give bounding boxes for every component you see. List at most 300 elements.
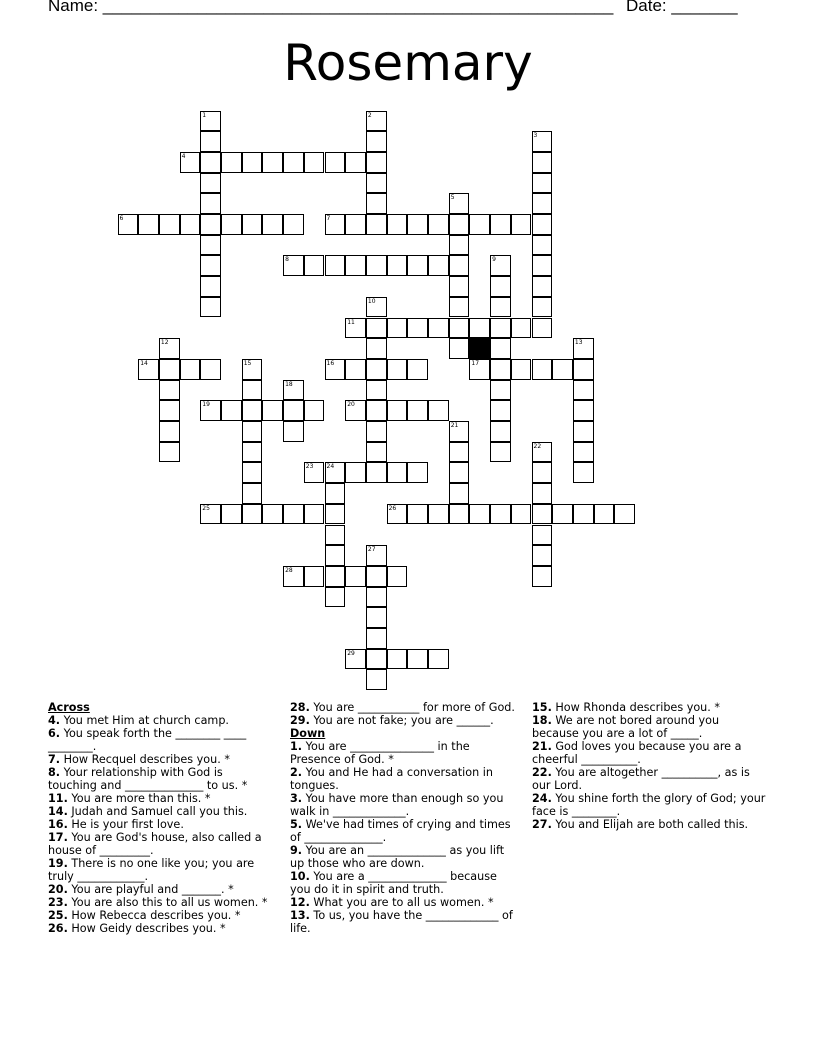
- down-clue: [290, 792, 518, 818]
- clue-number: 23.: [48, 896, 68, 909]
- clues-column-2: [290, 701, 518, 935]
- grid-cell[interactable]: [262, 214, 283, 235]
- clue-text: What you are to all us women. *: [309, 896, 494, 909]
- grid-cell[interactable]: [283, 566, 304, 587]
- clue-text: You are playful and _______. *: [67, 883, 234, 896]
- clue-number: 11.: [48, 792, 68, 805]
- down-clue: [290, 909, 518, 935]
- grid-cell[interactable]: [200, 235, 221, 256]
- grid-cell[interactable]: [490, 359, 511, 380]
- clue-number: 14.: [48, 805, 68, 818]
- clue-text: You are not fake; you are ______.: [309, 714, 494, 727]
- grid-cell[interactable]: [449, 421, 470, 442]
- grid-cell[interactable]: [387, 214, 408, 235]
- clue-number: 20.: [48, 883, 68, 896]
- grid-cell[interactable]: [490, 421, 511, 442]
- grid-cell[interactable]: [283, 421, 304, 442]
- clue-text: How Rebecca describes you. *: [67, 909, 241, 922]
- clue-text: How Geidy describes you. *: [67, 922, 226, 935]
- grid-cell[interactable]: [614, 504, 635, 525]
- clue-number: 5.: [290, 818, 303, 831]
- grid-cell[interactable]: [532, 504, 553, 525]
- clue-number: 13: [574, 339, 583, 347]
- clue-number: 8: [285, 256, 289, 264]
- grid-cell[interactable]: [573, 421, 594, 442]
- grid-cell[interactable]: [242, 152, 263, 173]
- grid-cell[interactable]: [428, 400, 449, 421]
- date-field: Date: _______: [626, 0, 738, 15]
- grid-cell[interactable]: [552, 504, 573, 525]
- clue-number: 2.: [290, 766, 303, 779]
- grid-cell[interactable]: [387, 318, 408, 339]
- clue-number: 27.: [532, 818, 552, 831]
- grid-cell[interactable]: [490, 255, 511, 276]
- grid-cell[interactable]: [345, 359, 366, 380]
- grid-cell[interactable]: [573, 359, 594, 380]
- grid-cell[interactable]: [180, 214, 201, 235]
- grid-cell[interactable]: [532, 442, 553, 463]
- clue-number: 13.: [290, 909, 310, 922]
- grid-cell[interactable]: [490, 318, 511, 339]
- grid-cell[interactable]: [325, 152, 346, 173]
- clue-text: We've had times of crying and times of ______________.: [290, 818, 511, 844]
- down-clue: [532, 818, 768, 831]
- grid-cell[interactable]: [532, 255, 553, 276]
- grid-cell[interactable]: [387, 649, 408, 670]
- grid-cell[interactable]: [345, 152, 366, 173]
- grid-cell[interactable]: [366, 152, 387, 173]
- grid-cell[interactable]: [490, 214, 511, 235]
- clue-text: You are a ______________ because you do it in spirit and truth.: [290, 870, 497, 896]
- clue-number: 9.: [290, 844, 303, 857]
- clue-text: Judah and Samuel call you this.: [67, 805, 248, 818]
- grid-cell[interactable]: [449, 338, 470, 359]
- grid-cell[interactable]: [304, 152, 325, 173]
- across-clue: [48, 805, 273, 818]
- grid-cell[interactable]: [366, 462, 387, 483]
- grid-cell[interactable]: [325, 566, 346, 587]
- clue-number: 27: [367, 546, 376, 554]
- grid-cell[interactable]: [449, 462, 470, 483]
- clue-number: 17: [471, 359, 480, 367]
- grid-cell[interactable]: [407, 359, 428, 380]
- grid-cell[interactable]: [532, 152, 553, 173]
- grid-cell[interactable]: [242, 462, 263, 483]
- grid-cell[interactable]: [387, 504, 408, 525]
- grid-cell[interactable]: [428, 504, 449, 525]
- grid-cell[interactable]: [407, 400, 428, 421]
- grid-cell[interactable]: [428, 318, 449, 339]
- grid-cell[interactable]: [283, 504, 304, 525]
- grid-cell[interactable]: [366, 297, 387, 318]
- grid-cell[interactable]: [407, 649, 428, 670]
- grid-cell[interactable]: [449, 214, 470, 235]
- grid-cell[interactable]: [387, 566, 408, 587]
- grid-cell[interactable]: [532, 462, 553, 483]
- grid-cell[interactable]: [345, 318, 366, 339]
- puzzle-title: Rosemary: [283, 34, 533, 92]
- clue-text: You and Elijah are both called this.: [551, 818, 749, 831]
- grid-cell[interactable]: [532, 131, 553, 152]
- clue-number: 18: [285, 380, 293, 388]
- grid-cell[interactable]: [490, 276, 511, 297]
- grid-cell[interactable]: [532, 483, 553, 504]
- grid-cell[interactable]: [366, 338, 387, 359]
- grid-cell[interactable]: [180, 359, 201, 380]
- grid-cell[interactable]: [118, 214, 139, 235]
- clue-number: 26.: [48, 922, 68, 935]
- down-heading: Down: [290, 727, 326, 740]
- across-clue: [48, 831, 273, 857]
- across-clue: [48, 857, 273, 883]
- grid-cell[interactable]: [573, 380, 594, 401]
- grid-cell[interactable]: [532, 525, 553, 546]
- clue-number: 12: [160, 339, 169, 347]
- clue-number: 7.: [48, 753, 61, 766]
- grid-cell[interactable]: [200, 111, 221, 132]
- grid-cell[interactable]: [200, 297, 221, 318]
- name-field: Name: ______________________________________________________: [48, 0, 614, 15]
- clue-number: 7: [326, 215, 331, 222]
- grid-cell[interactable]: [242, 421, 263, 442]
- grid-cell[interactable]: [325, 462, 346, 483]
- clue-number: 6.: [48, 727, 61, 740]
- clue-text: You are altogether __________, as is our Lord.: [532, 766, 750, 792]
- clue-number: 1: [202, 111, 207, 119]
- grid-cell[interactable]: [449, 318, 470, 339]
- grid-cell[interactable]: [532, 545, 553, 566]
- clue-text: You have more than enough so you walk in _____________.: [290, 792, 504, 818]
- grid-cell[interactable]: [366, 442, 387, 463]
- grid-cell[interactable]: [159, 359, 180, 380]
- across-clue: [48, 922, 273, 935]
- grid-cell[interactable]: [573, 504, 594, 525]
- clue-number: 28: [285, 566, 293, 574]
- grid-cell[interactable]: [490, 338, 511, 359]
- clue-number: 20: [347, 401, 355, 409]
- grid-cell[interactable]: [242, 400, 263, 421]
- grid-cell[interactable]: [180, 152, 201, 173]
- grid-cell[interactable]: [262, 400, 283, 421]
- clue-number: 6: [119, 215, 124, 222]
- grid-cell[interactable]: [200, 276, 221, 297]
- clue-number: 5: [450, 194, 455, 202]
- clue-number: 8.: [48, 766, 61, 779]
- down-clue: [290, 766, 518, 792]
- grid-cell[interactable]: [159, 214, 180, 235]
- grid-cell[interactable]: [573, 338, 594, 359]
- grid-cell[interactable]: [366, 566, 387, 587]
- grid-cell[interactable]: [449, 483, 470, 504]
- clue-number: 29: [347, 649, 355, 657]
- clue-text: To us, you have the _____________ of life.: [290, 909, 513, 935]
- grid-cell[interactable]: [138, 214, 159, 235]
- grid-cell[interactable]: [490, 380, 511, 401]
- grid-cell[interactable]: [511, 318, 532, 339]
- clue-text: You are also this to all us women. *: [67, 896, 268, 909]
- grid-cell[interactable]: [221, 152, 242, 173]
- clue-text: God loves you because you are a cheerful __________.: [532, 740, 742, 766]
- clue-number: 3: [533, 132, 538, 140]
- grid-cell[interactable]: [366, 669, 387, 690]
- grid-cell[interactable]: [325, 359, 346, 380]
- clue-number: 19: [202, 401, 210, 409]
- across-clue: [48, 792, 273, 805]
- grid-cell[interactable]: [469, 318, 490, 339]
- grid-cell[interactable]: [511, 214, 532, 235]
- grid-cell[interactable]: [325, 587, 346, 608]
- grid-cell[interactable]: [200, 400, 221, 421]
- across-clue: [48, 883, 273, 896]
- grid-cell[interactable]: [366, 421, 387, 442]
- grid-cell[interactable]: [283, 400, 304, 421]
- grid-cell[interactable]: [532, 297, 553, 318]
- grid-cell[interactable]: [366, 193, 387, 214]
- grid-cell[interactable]: [552, 359, 573, 380]
- across-clue: [48, 766, 273, 792]
- down-clue: [532, 714, 768, 740]
- down-clue: [532, 792, 768, 818]
- clue-text: You are _______________ in the Presence of God. *: [290, 740, 470, 766]
- grid-cell[interactable]: [387, 359, 408, 380]
- grid-cell[interactable]: [469, 504, 490, 525]
- across-clue: [48, 909, 273, 922]
- grid-cell[interactable]: [221, 504, 242, 525]
- clue-number: 25.: [48, 909, 68, 922]
- grid-cell[interactable]: [159, 380, 180, 401]
- clue-number: 15: [243, 359, 252, 367]
- grid-cell[interactable]: [407, 462, 428, 483]
- clue-text: You shine forth the glory of God; your face is ________.: [532, 792, 766, 818]
- clue-number: 9: [492, 256, 496, 264]
- clue-number: 10.: [290, 870, 310, 883]
- grid-cell[interactable]: [200, 214, 221, 235]
- grid-cell[interactable]: [325, 214, 346, 235]
- grid-cell[interactable]: [345, 255, 366, 276]
- across-clue: [290, 701, 518, 714]
- grid-cell[interactable]: [200, 152, 221, 173]
- grid-cell[interactable]: [532, 318, 553, 339]
- grid-cell[interactable]: [449, 442, 470, 463]
- grid-cell[interactable]: [159, 442, 180, 463]
- grid-cell[interactable]: [283, 152, 304, 173]
- grid-cell[interactable]: [428, 649, 449, 670]
- clue-number: 25: [202, 504, 210, 512]
- clue-number: 4.: [48, 714, 61, 727]
- grid-cell[interactable]: [449, 276, 470, 297]
- black-square: [469, 338, 490, 359]
- grid-cell[interactable]: [345, 462, 366, 483]
- grid-cell[interactable]: [283, 380, 304, 401]
- clues-column-3: [532, 701, 768, 831]
- grid-cell[interactable]: [200, 193, 221, 214]
- clue-number: 17.: [48, 831, 68, 844]
- grid-cell[interactable]: [200, 255, 221, 276]
- grid-cell[interactable]: [366, 380, 387, 401]
- grid-cell[interactable]: [511, 504, 532, 525]
- grid-cell[interactable]: [242, 504, 263, 525]
- grid-cell[interactable]: [532, 566, 553, 587]
- grid-cell[interactable]: [304, 400, 325, 421]
- grid-cell[interactable]: [242, 442, 263, 463]
- clue-text: You speak forth the ________ ____ ________.: [48, 727, 247, 753]
- grid-cell[interactable]: [366, 131, 387, 152]
- grid-cell[interactable]: [532, 235, 553, 256]
- grid-cell[interactable]: [449, 255, 470, 276]
- grid-cell[interactable]: [200, 504, 221, 525]
- grid-cell[interactable]: [490, 400, 511, 421]
- grid-cell[interactable]: [449, 193, 470, 214]
- down-clue: [290, 896, 518, 909]
- across-heading: Across: [48, 701, 90, 714]
- clue-number: 29.: [290, 714, 310, 727]
- grid-cell[interactable]: [573, 442, 594, 463]
- grid-cell[interactable]: [304, 566, 325, 587]
- grid-cell[interactable]: [159, 400, 180, 421]
- clue-text: There is no one like you; you are truly ____________.: [48, 857, 255, 883]
- grid-cell[interactable]: [366, 400, 387, 421]
- clue-text: You are God's house, also called a house of _________.: [48, 831, 262, 857]
- across-clue: [48, 753, 273, 766]
- grid-cell[interactable]: [387, 255, 408, 276]
- clues-column-1: [48, 701, 273, 935]
- down-clue: [290, 870, 518, 896]
- grid-cell[interactable]: [407, 214, 428, 235]
- grid-cell[interactable]: [221, 214, 242, 235]
- grid-cell[interactable]: [242, 214, 263, 235]
- grid-cell[interactable]: [366, 628, 387, 649]
- grid-cell[interactable]: [490, 297, 511, 318]
- grid-cell[interactable]: [366, 318, 387, 339]
- grid-cell[interactable]: [532, 359, 553, 380]
- clue-number: 24.: [532, 792, 552, 805]
- clue-number: 21: [450, 422, 459, 429]
- clue-text: You met Him at church camp.: [60, 714, 229, 727]
- grid-cell[interactable]: [200, 173, 221, 194]
- grid-cell[interactable]: [366, 111, 387, 132]
- grid-cell[interactable]: [490, 442, 511, 463]
- grid-cell[interactable]: [221, 400, 242, 421]
- grid-cell[interactable]: [469, 214, 490, 235]
- grid-cell[interactable]: [242, 380, 263, 401]
- grid-cell[interactable]: [573, 400, 594, 421]
- grid-cell[interactable]: [449, 504, 470, 525]
- grid-cell[interactable]: [325, 545, 346, 566]
- clue-number: 28.: [290, 701, 310, 714]
- grid-cell[interactable]: [407, 318, 428, 339]
- clue-number: 14: [140, 359, 148, 367]
- grid-cell[interactable]: [366, 173, 387, 194]
- clue-number: 24: [326, 463, 335, 471]
- grid-cell[interactable]: [345, 400, 366, 421]
- grid-cell[interactable]: [138, 359, 159, 380]
- grid-cell[interactable]: [345, 649, 366, 670]
- clue-text: You are ___________ for more of God.: [309, 701, 515, 714]
- grid-cell[interactable]: [469, 359, 490, 380]
- across-clue: [48, 714, 273, 727]
- grid-cell[interactable]: [449, 235, 470, 256]
- clue-number: 23: [305, 463, 314, 471]
- clue-number: 2: [367, 111, 372, 119]
- grid-cell[interactable]: [325, 525, 346, 546]
- clue-text: We are not bored around you because you are a lot of _____.: [532, 714, 720, 740]
- down-clue: [532, 766, 768, 792]
- grid-cell[interactable]: [449, 297, 470, 318]
- grid-cell[interactable]: [532, 276, 553, 297]
- grid-cell[interactable]: [366, 587, 387, 608]
- grid-cell[interactable]: [511, 359, 532, 380]
- clue-text: How Rhonda describes you. *: [551, 701, 720, 714]
- clue-number: 16: [326, 359, 335, 367]
- grid-cell[interactable]: [159, 421, 180, 442]
- grid-cell[interactable]: [159, 338, 180, 359]
- down-clue: [532, 740, 768, 766]
- down-clue: [290, 844, 518, 870]
- grid-cell[interactable]: [304, 504, 325, 525]
- grid-cell[interactable]: [325, 255, 346, 276]
- clue-number: 1.: [290, 740, 303, 753]
- grid-cell[interactable]: [387, 400, 408, 421]
- across-clue: [48, 818, 273, 831]
- grid-cell[interactable]: [366, 359, 387, 380]
- grid-cell[interactable]: [366, 545, 387, 566]
- grid-cell[interactable]: [345, 566, 366, 587]
- clue-text: How Recquel describes you. *: [60, 753, 230, 766]
- clue-text: Your relationship with God is touching and ______________ to us. *: [48, 766, 248, 792]
- grid-cell[interactable]: [573, 462, 594, 483]
- clue-number: 15.: [532, 701, 552, 714]
- grid-cell[interactable]: [242, 483, 263, 504]
- clue-number: 19.: [48, 857, 68, 870]
- grid-cell[interactable]: [304, 462, 325, 483]
- clue-text: You are an ______________ as you lift up those who are down.: [290, 844, 505, 870]
- grid-cell[interactable]: [366, 214, 387, 235]
- clue-number: 12.: [290, 896, 310, 909]
- grid-cell[interactable]: [200, 131, 221, 152]
- clue-number: 16.: [48, 818, 68, 831]
- grid-cell[interactable]: [366, 649, 387, 670]
- grid-cell[interactable]: [242, 359, 263, 380]
- clue-number: 3.: [290, 792, 303, 805]
- down-clue: [290, 818, 518, 844]
- grid-cell[interactable]: [345, 214, 366, 235]
- grid-cell[interactable]: [325, 483, 346, 504]
- grid-cell[interactable]: [262, 152, 283, 173]
- grid-cell[interactable]: [532, 173, 553, 194]
- grid-cell[interactable]: [428, 214, 449, 235]
- grid-cell[interactable]: [387, 462, 408, 483]
- grid-cell[interactable]: [407, 504, 428, 525]
- clue-number: 21.: [532, 740, 552, 753]
- grid-cell[interactable]: [366, 607, 387, 628]
- grid-cell[interactable]: [325, 504, 346, 525]
- grid-cell[interactable]: [428, 255, 449, 276]
- clue-number: 11: [347, 318, 355, 326]
- across-clue: [48, 896, 273, 909]
- grid-cell[interactable]: [532, 193, 553, 214]
- grid-cell[interactable]: [200, 359, 221, 380]
- grid-cell[interactable]: [283, 255, 304, 276]
- grid-cell[interactable]: [594, 504, 615, 525]
- clue-number: 22.: [532, 766, 552, 779]
- grid-cell[interactable]: [407, 255, 428, 276]
- grid-cell[interactable]: [262, 504, 283, 525]
- grid-cell[interactable]: [366, 255, 387, 276]
- grid-cell[interactable]: [490, 504, 511, 525]
- grid-cell[interactable]: [532, 214, 553, 235]
- grid-cell[interactable]: [283, 214, 304, 235]
- grid-cell[interactable]: [304, 255, 325, 276]
